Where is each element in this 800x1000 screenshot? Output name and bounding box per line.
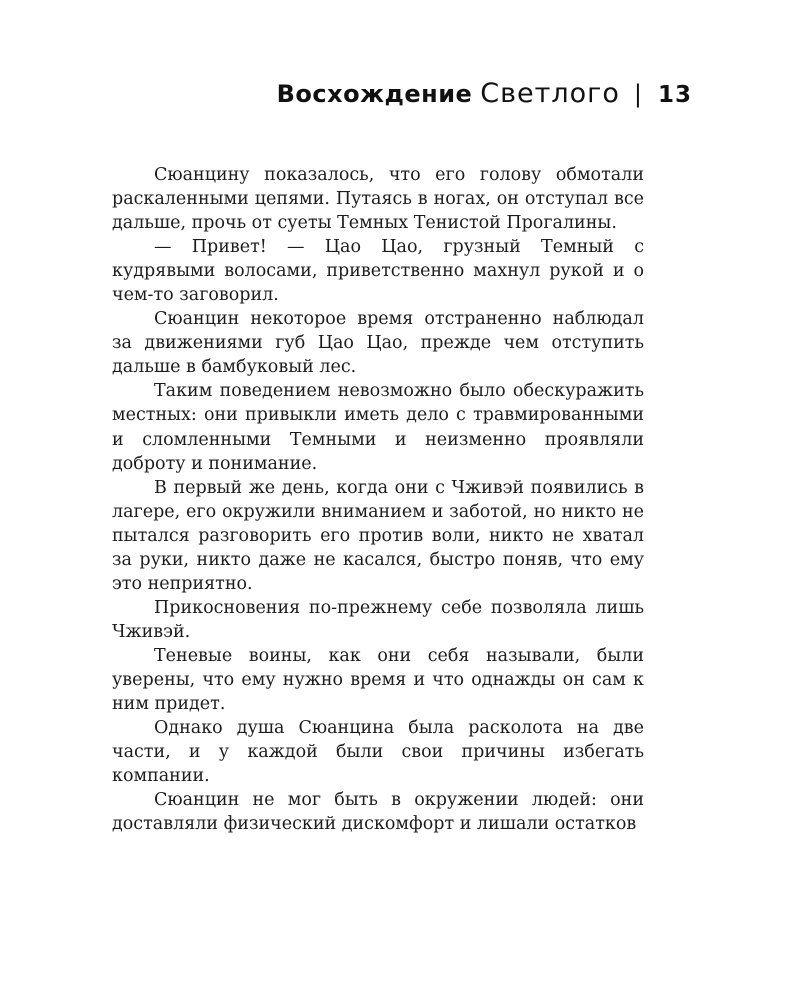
paragraph: Таким поведением невозможно было обескуражить местных: они привыкли иметь дело с травмированными и сломленными Темными и неизменно проявляли доброту и понимание.	[112, 381, 644, 474]
paragraph: Сюанцину показалось, что его голову обмотали раскаленными цепями. Путаясь в ногах, он отступал все дальше, прочь от суеты Темных Тенистой Прогалины.	[112, 165, 644, 234]
paragraph: Прикосновения по-прежнему себе позволяла лишь Чживэй.	[112, 597, 644, 642]
paragraph: Сюанцин не мог быть в окружении людей: они доставляли физический дискомфорт и лишали остатков	[112, 790, 644, 835]
body-text	[112, 163, 644, 836]
paragraph: В первый же день, когда они с Чживэй появились в лагере, его окружили вниманием и заботой, но никто не пытался разговорить его против воли, никто не хватал за руки, никто даже не касался, быстро поняв, что ему это неприятно.	[112, 477, 644, 594]
book-title-word-2: Светлого	[480, 78, 620, 109]
paragraph: — Привет! — Цао Цао, грузный Темный с кудрявыми волосами, приветственно махнул рукой и о чем-то заговорил.	[112, 237, 644, 306]
paragraph: Однако душа Сюанцина была расколота на две части, и у каждой были свои причины избегать компании.	[112, 718, 644, 787]
page-number: 13	[657, 82, 692, 108]
running-header	[277, 78, 692, 109]
paragraph: Теневые воины, как они себя называли, были уверены, что ему нужно время и что однажды он сам к ним придет.	[112, 645, 644, 715]
book-title	[277, 78, 620, 109]
book-title-word-1: Восхождение	[276, 80, 473, 108]
paragraph: Сюанцин некоторое время отстраненно наблюдал за движениями губ Цао Цао, прежде чем отступить дальше в бамбуковый лес.	[112, 309, 644, 378]
header-divider: |	[633, 80, 642, 108]
